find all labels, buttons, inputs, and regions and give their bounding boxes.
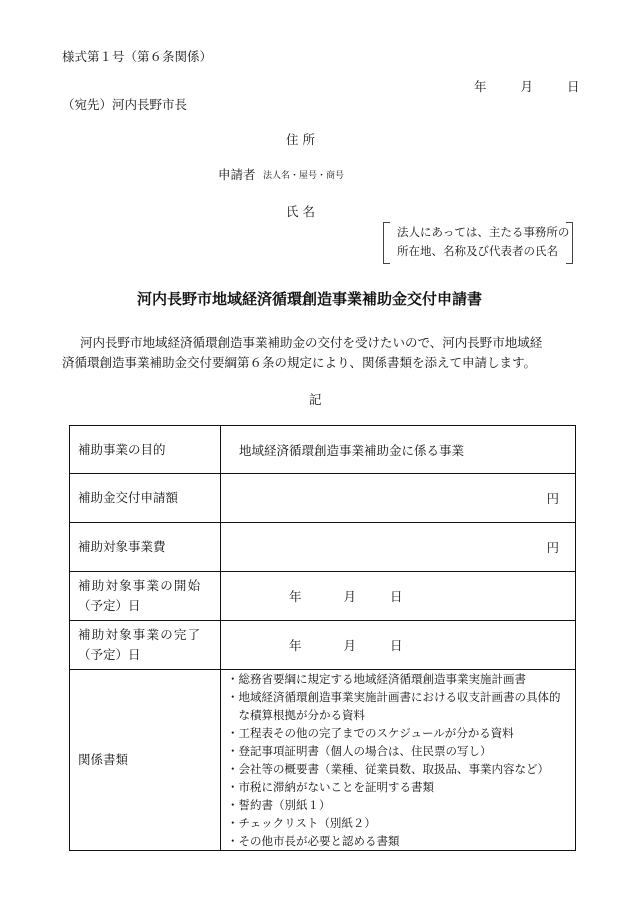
cost-field[interactable] — [221, 523, 576, 572]
day-label: 日 — [389, 589, 403, 604]
body-line-2: 済循環創造事業補助金交付要綱第６条の規定により、関係書類を添えて申請します。 — [62, 355, 537, 370]
date-line — [474, 77, 579, 95]
document-item: ・登記事項証明書（個人の場合は、住民票の写し） — [227, 744, 492, 758]
month-label: 月 — [343, 638, 356, 653]
year-label: 年 — [288, 638, 302, 653]
document-item: ・誓約書（別紙１） — [227, 798, 331, 812]
table-row — [70, 523, 576, 572]
day-label: 日 — [566, 79, 580, 94]
yen-unit: 円 — [546, 540, 559, 555]
document-item: ・総務省要綱に規定する地域経済循環創造事業実施計画書 — [227, 672, 526, 686]
document-item: ・その他市長が必要と認める書類 — [227, 834, 400, 848]
corp-note: 法人名・屋号・商号 — [263, 171, 345, 181]
start-date-field[interactable] — [221, 572, 576, 621]
document-item: ・チェックリスト（別紙２） — [227, 816, 376, 830]
table-row — [70, 474, 576, 523]
start-date-label — [70, 572, 221, 621]
document-item: ・会社等の概要書（業種、従業員数、取扱品、事業内容など） — [227, 762, 549, 776]
representative-bracket — [383, 222, 573, 262]
year-label: 年 — [474, 79, 487, 94]
purpose-value: 地域経済循環創造事業補助金に係る事業 — [221, 426, 576, 474]
applicant-label: 申請者 — [218, 167, 256, 182]
start-label-line-2: （予定）日 — [78, 598, 141, 613]
documents-label: 関係書類 — [70, 670, 221, 851]
year-label: 年 — [288, 589, 302, 604]
body-line-1: 河内長野市地域経済循環創造事業補助金の交付を受けたいので、河内長野市地域経 — [80, 335, 543, 350]
documents-list — [227, 670, 571, 850]
table-row — [70, 621, 576, 670]
document-item: ・地域経済循環創造事業実施計画書における収支計画書の具体的 — [227, 690, 561, 704]
end-date-label — [70, 621, 221, 670]
day-label: 日 — [389, 638, 403, 653]
purpose-label: 補助事業の目的 — [70, 426, 221, 474]
document-item: ・工程表その他の完了までのスケジュールが分かる資料 — [227, 726, 514, 740]
start-label-line-1: 補助対象事業の開始 — [78, 578, 202, 593]
table-row — [70, 572, 576, 621]
end-label-line-2: （予定）日 — [78, 647, 141, 662]
documents-list-cell — [221, 670, 576, 851]
month-label: 月 — [520, 79, 533, 94]
ki-mark: 記 — [309, 392, 322, 407]
address-label: 住 所 — [286, 132, 315, 147]
cost-label: 補助対象事業費 — [70, 523, 221, 572]
month-label: 月 — [343, 589, 356, 604]
amount-label: 補助金交付申請額 — [70, 474, 221, 523]
yen-unit: 円 — [546, 491, 559, 506]
table-row — [70, 426, 576, 474]
document-item: ・市税に滞納がないことを証明する書類 — [227, 780, 434, 794]
bracket-line-2: 所在地、名称及び代表者の氏名 — [397, 244, 558, 258]
form-number: 様式第１号（第６条関係） — [62, 49, 213, 64]
end-label-line-1: 補助対象事業の完了 — [78, 627, 202, 642]
end-date-field[interactable] — [221, 621, 576, 670]
table-row — [70, 670, 576, 851]
bracket-line-1: 法人にあっては、主たる事務所の — [397, 225, 570, 239]
application-table — [69, 425, 576, 851]
document-item: な積算根拠が分かる資料 — [227, 708, 365, 722]
amount-field[interactable] — [221, 474, 576, 523]
document-title: 河内長野市地域経済循環創造事業補助金交付申請書 — [137, 290, 483, 308]
addressee: （宛先）河内長野市長 — [62, 97, 188, 112]
name-label: 氏 名 — [286, 204, 315, 219]
